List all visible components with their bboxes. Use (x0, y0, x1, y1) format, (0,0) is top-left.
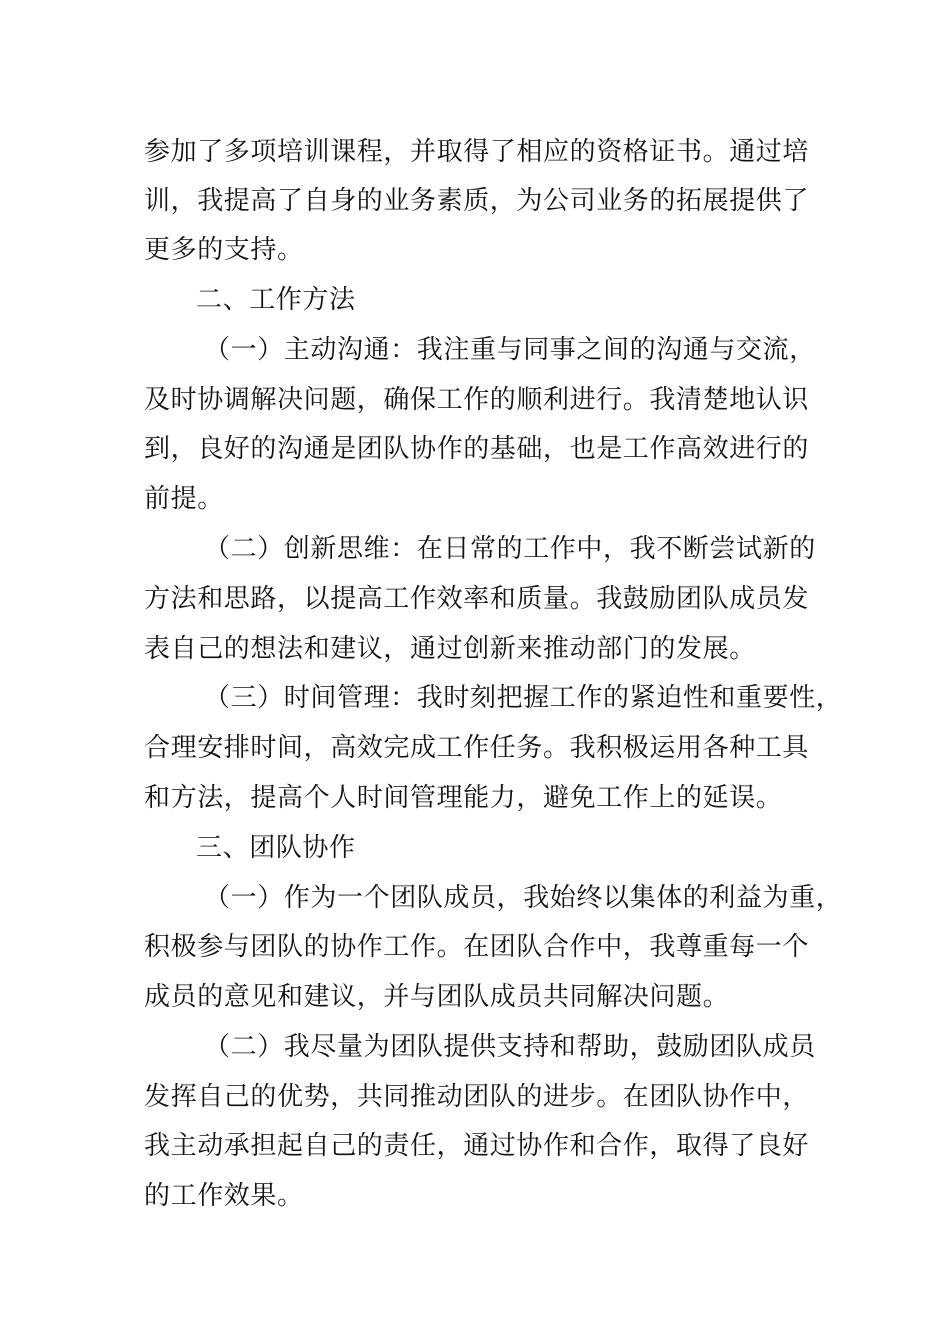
body-text-line: 我主动承担起自己的责任，通过协作和合作，取得了良好 (144, 1131, 810, 1161)
body-text-line: 和方法，提高个人时间管理能力，避免工作上的延误。 (144, 783, 783, 813)
body-text-line: 及时协调解决问题，确保工作的顺利进行。我清楚地认识 (144, 385, 810, 415)
body-text-line: 前提。 (144, 484, 224, 514)
body-text-line: 到，良好的沟通是团队协作的基础，也是工作高效进行的 (144, 434, 810, 464)
body-text-line: 发挥自己的优势，共同推动团队的进步。在团队协作中， (144, 1082, 810, 1112)
body-text-line: 表自己的想法和建议，通过创新来推动部门的发展。 (144, 634, 756, 664)
subsection-3-first-line: （三）时间管理：我时刻把握工作的紧迫性和重要性， (204, 683, 843, 713)
body-text-line: 参加了多项培训课程，并取得了相应的资格证书。通过培 (144, 137, 810, 167)
section-heading-2: 二、工作方法 (196, 285, 356, 315)
body-text-line: 训，我提高了自身的业务素质，为公司业务的拓展提供了 (144, 186, 810, 216)
body-text-line: 成员的意见和建议，并与团队成员共同解决问题。 (144, 982, 730, 1012)
subsection-1-first-line: （一）作为一个团队成员，我始终以集体的利益为重， (204, 883, 843, 913)
body-text-line: 方法和思路，以提高工作效率和质量。我鼓励团队成员发 (144, 584, 810, 614)
body-text-line: 积极参与团队的协作工作。在团队合作中，我尊重每一个 (144, 932, 810, 962)
subsection-2-first-line: （二）创新思维：在日常的工作中，我不断尝试新的 (204, 534, 816, 564)
subsection-1-first-line: （一）主动沟通：我注重与同事之间的沟通与交流， (204, 335, 816, 365)
section-heading-3: 三、团队协作 (196, 833, 356, 863)
body-text-line: 合理安排时间，高效完成工作任务。我积极运用各种工具 (144, 733, 810, 763)
body-text-line: 更多的支持。 (144, 235, 304, 265)
body-text-line: 的工作效果。 (144, 1181, 304, 1211)
subsection-2-first-line: （二）我尽量为团队提供支持和帮助，鼓励团队成员 (204, 1032, 816, 1062)
